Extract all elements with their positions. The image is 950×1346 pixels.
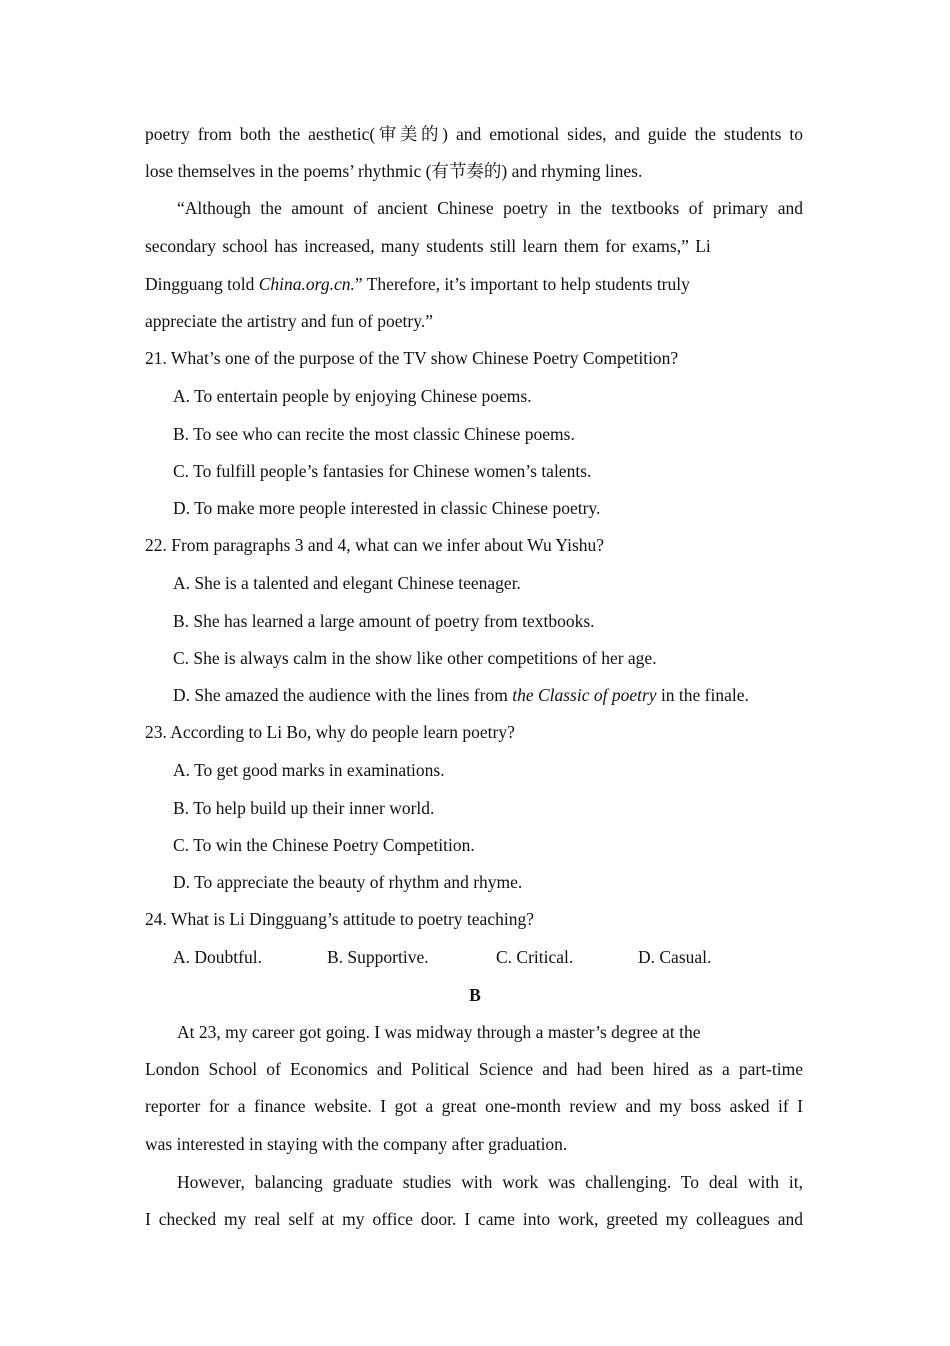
answer-option[interactable]: D. Casual. bbox=[638, 947, 712, 967]
answer-option[interactable]: C. Critical. bbox=[496, 947, 574, 967]
answer-option[interactable]: A. Doubtful. bbox=[173, 947, 262, 967]
question-stem: 22. From paragraphs 3 and 4, what can we infer about Wu Yishu? bbox=[145, 535, 605, 555]
answer-option[interactable]: D. To appreciate the beauty of rhythm and rhyme. bbox=[173, 872, 523, 892]
question-stem: 23. According to Li Bo, why do people learn poetry? bbox=[145, 722, 515, 742]
answer-option[interactable]: A. To entertain people by enjoying Chinese poems. bbox=[173, 386, 532, 406]
answer-option[interactable]: B. Supportive. bbox=[327, 947, 429, 967]
question-stem: 21. What’s one of the purpose of the TV show Chinese Poetry Competition? bbox=[145, 348, 679, 368]
question-stem: 24. What is Li Dingguang’s attitude to poetry teaching? bbox=[145, 909, 534, 929]
passage-a-quote-line bbox=[145, 274, 690, 294]
passage-b-line: I checked my real self at my office door. I came into work, greeted my colleagues and bbox=[145, 1209, 803, 1229]
text-span: in the finale. bbox=[656, 685, 749, 705]
answer-option[interactable]: C. She is always calm in the show like other competitions of her age. bbox=[173, 648, 657, 668]
answer-option[interactable]: B. To see who can recite the most classic Chinese poems. bbox=[173, 424, 575, 444]
passage-b-line: At 23, my career got going. I was midway through a master’s degree at the bbox=[177, 1022, 701, 1042]
text-span: D. She amazed the audience with the lines from bbox=[173, 685, 513, 705]
passage-a-quote-line: “Although the amount of ancient Chinese poetry in the textbooks of primary and bbox=[177, 198, 803, 218]
book-title: the Classic of poetry bbox=[512, 685, 657, 705]
passage-b-line: London School of Economics and Political Science and had been hired as a part-time bbox=[145, 1059, 803, 1079]
passage-b-line: However, balancing graduate studies with work was challenging. To deal with it, bbox=[177, 1172, 803, 1192]
website-name: China.org.cn. bbox=[258, 274, 355, 294]
passage-a-quote-line: appreciate the artistry and fun of poetry.” bbox=[145, 311, 433, 331]
passage-b-line: reporter for a finance website. I got a great one-month review and my boss asked if I bbox=[145, 1096, 803, 1116]
passage-a-quote-line: secondary school has increased, many students still learn them for exams,” Li bbox=[145, 236, 711, 256]
answer-option[interactable]: B. To help build up their inner world. bbox=[173, 798, 435, 818]
passage-a-line: poetry from both the aesthetic(审美的) and emotional sides, and guide the students to bbox=[145, 124, 803, 144]
passage-a-line: lose themselves in the poems’ rhythmic (有节奏的) and rhyming lines. bbox=[145, 161, 643, 181]
answer-option[interactable]: C. To win the Chinese Poetry Competition. bbox=[173, 835, 475, 855]
answer-option[interactable]: A. To get good marks in examinations. bbox=[173, 760, 445, 780]
answer-option[interactable]: B. She has learned a large amount of poetry from textbooks. bbox=[173, 611, 595, 631]
text-span: Dingguang told bbox=[145, 274, 259, 294]
answer-option[interactable]: A. She is a talented and elegant Chinese teenager. bbox=[173, 573, 521, 593]
passage-b-line: was interested in staying with the company after graduation. bbox=[145, 1134, 568, 1154]
text-span: ” Therefore, it’s important to help students truly bbox=[354, 274, 690, 294]
section-heading: B bbox=[469, 985, 481, 1005]
answer-option[interactable]: C. To fulfill people’s fantasies for Chinese women’s talents. bbox=[173, 461, 592, 481]
answer-option[interactable]: D. To make more people interested in classic Chinese poetry. bbox=[173, 498, 601, 518]
answer-option[interactable] bbox=[173, 685, 749, 705]
